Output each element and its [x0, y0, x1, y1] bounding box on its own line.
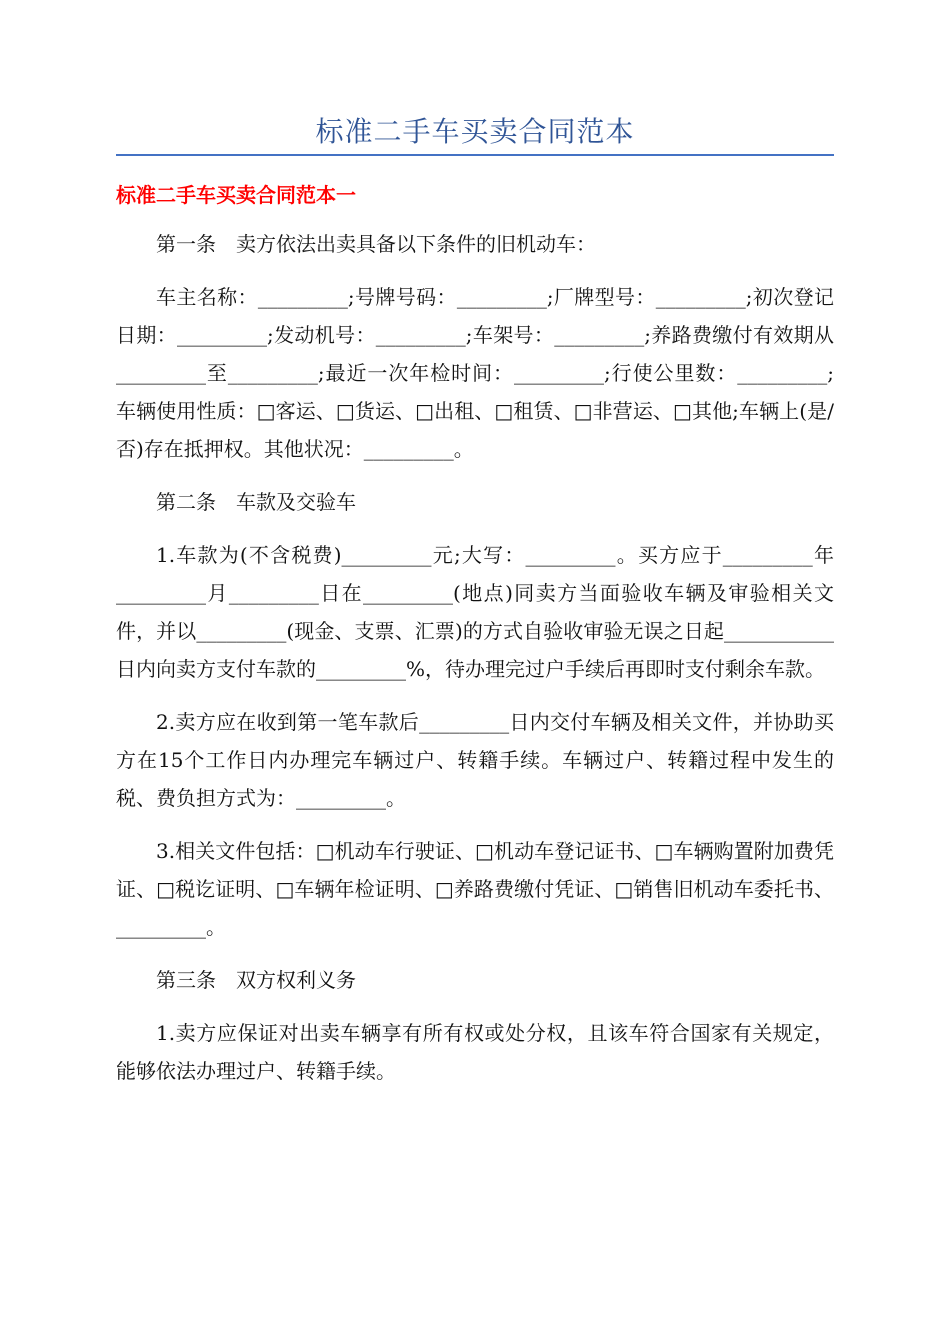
title-divider [116, 154, 834, 156]
clause-2-3-paragraph: 3.相关文件包括：□机动车行驶证、□机动车登记证书、□车辆购置附加费凭证、□税讫证明、□车辆年检证明、□养路费缴付凭证、□销售旧机动车委托书、_________。 [116, 839, 834, 939]
article-2-heading: 第二条 车款及交验车 [156, 490, 356, 514]
section-heading: 标准二手车买卖合同范本一 [116, 183, 356, 207]
article-3-heading: 第三条 双方权利义务 [156, 968, 356, 992]
document-body [116, 225, 834, 1105]
article-1-heading: 第一条 卖方依法出卖具备以下条件的旧机动车： [156, 232, 596, 256]
vehicle-info-paragraph: 车主名称：_________;号牌号码：_________;厂牌型号：_________;初次登记日期：_________;发动机号：_________;车架号：_________;养路费缴付有效期从_________至_________;最近一次年检时间：_________;行使公里数：_________;车辆使用性质：□客运、□货运、□出租、□租赁、□非营运、□其他;车辆上(是/否)存在抵押权。其他状况：_________。 [116, 285, 834, 461]
clause-2-2-paragraph: 2.卖方应在收到第一笔车款后_________日内交付车辆及相关文件，并协助买方在15个工作日内办理完车辆过户、转籍手续。车辆过户、转籍过程中发生的税、费负担方式为：_________。 [116, 710, 834, 810]
clause-3-1-paragraph: 1.卖方应保证对出卖车辆享有所有权或处分权，且该车符合国家有关规定，能够依法办理过户、转籍手续。 [116, 1021, 834, 1083]
document-title: 标准二手车买卖合同范本 [315, 115, 635, 148]
clause-2-1-paragraph: 1.车款为(不含税费)_________元;大写：_________。买方应于_________年_________月_________日在_________(地点)同卖方当面验收车辆及审验相关文件，并以_________(现金、支票、汇票)的方式自验收审验无误之日起___________日内向卖方支付车款的_________%，待办理完过户手续后再即时支付剩余车款。 [116, 543, 834, 681]
